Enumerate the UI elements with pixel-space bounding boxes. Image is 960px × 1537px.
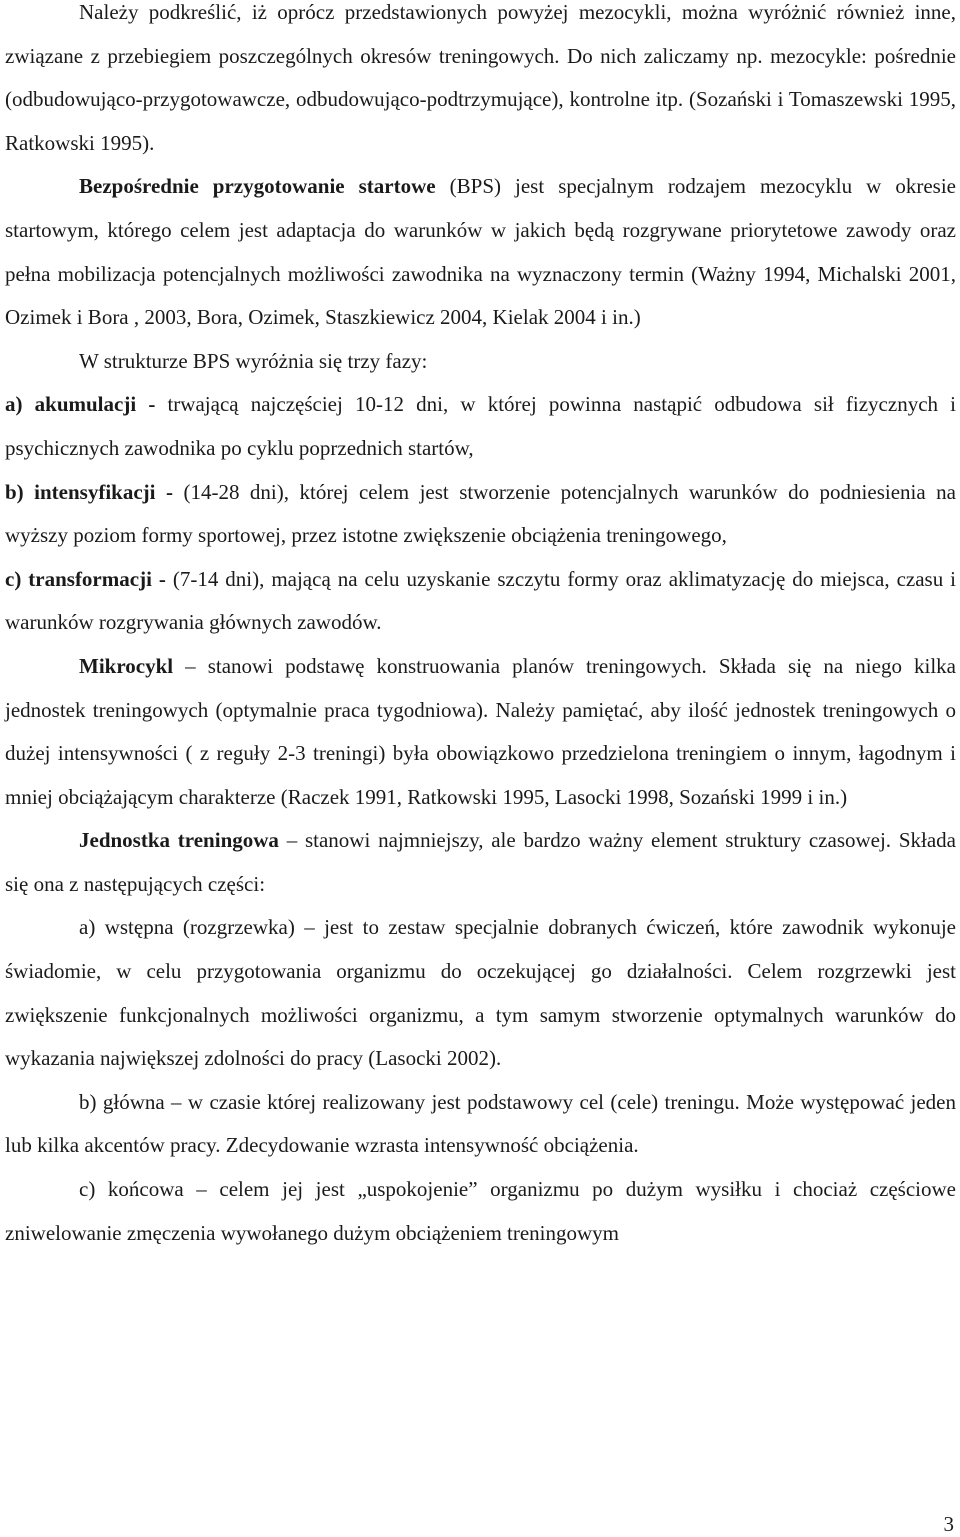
text-run: trwającą najczęściej 10-12 dni, w której powinna nastąpić odbudowa sił fizycznych i psychicznych zawodnika po cyklu poprzednich startów, (5, 392, 956, 460)
paragraph (5, 471, 956, 558)
paragraph (5, 558, 956, 645)
text-run: (7-14 dni), mającą na celu uzyskanie szczytu formy oraz aklimatyzację do miejsca, czasu i warunków rozgrywania głównych zawodów. (5, 566, 956, 635)
paragraph (5, 0, 956, 165)
paragraph (5, 1081, 956, 1168)
bold-term: Bezpośrednie przygotowanie startowe (79, 174, 436, 199)
paragraph (5, 383, 956, 470)
page-number: 3 (943, 1512, 954, 1536)
text-run: – stanowi podstawę konstruowania planów treningowych. Składa się na niego kilka jednostek treningowych (optymalnie praca tygodniowa). Należy pamiętać, aby ilość jednostek treningowych o dużej intensywności ( z reguły 2-3 treningi) była obowiązkowo przedzielona treningiem o innym, łagodnym i mniej obciążającym charakterze (Raczek 1991, Ratkowski 1995, Lasocki 1998, Sozański 1999 i in.) (5, 653, 956, 809)
body-text (5, 0, 956, 1255)
paragraph (5, 645, 956, 819)
text-run: W strukturze BPS wyróżnia się trzy fazy: (79, 348, 428, 373)
paragraph (5, 1168, 956, 1255)
text-run: Należy podkreślić, iż oprócz przedstawionych powyżej mezocykli, można wyróżnić również inne, związane z przebiegiem poszczególnych okresów treningowych. Do nich zaliczamy np. mezocykle: pośrednie (odbudowująco-przygotowawcze, odbudowująco-podtrzymujące), kontrolne itp. (Sozański i Tomaszewski 1995, Ratkowski 1995). (5, 0, 956, 155)
text-run: b) główna – w czasie której realizowany jest podstawowy cel (cele) treningu. Może występować jeden lub kilka akcentów pracy. Zdecydowanie wzrasta intensywność obciążenia. (5, 1089, 956, 1158)
text-run: (BPS) jest specjalnym rodzajem mezocyklu w okresie startowym, którego celem jest adaptacja do warunków w jakich będą rozgrywane priorytetowe zawody oraz pełna mobilizacja potencjalnych możliwości zawodnika na wyznaczony termin (Ważny 1994, Michalski 2001, Ozimek i Bora , 2003, Bora, Ozimek, Staszkiewicz 2004, Kielak 2004 i in.) (5, 174, 956, 330)
text-run: (14-28 dni), której celem jest stworzenie potencjalnych warunków do podniesienia na wyższy poziom formy sportowej, przez istotne zwiększenie obciążenia treningowego, (5, 479, 956, 548)
paragraph (5, 819, 956, 906)
bold-term: Jednostka treningowa (79, 828, 279, 853)
text-run: – stanowi najmniejszy, ale bardzo ważny element struktury czasowej. Składa się ona z następujących części: (5, 828, 956, 896)
paragraph (5, 165, 956, 339)
text-run: c) końcowa – celem jej jest „uspokojenie” organizmu po dużym wysiłku i chociaż częściowe zniwelowanie zmęczenia wywołanego dużym obciążeniem treningowym (5, 1177, 956, 1245)
paragraph (5, 340, 956, 384)
document-page (5, 0, 956, 1255)
bold-term: a) akumulacji - (5, 392, 168, 417)
bold-term: Mikrocykl (79, 653, 174, 678)
bold-term: b) intensyfikacji - (5, 479, 184, 504)
paragraph (5, 906, 956, 1080)
bold-term: c) transformacji - (5, 566, 173, 591)
text-run: a) wstępna (rozgrzewka) – jest to zestaw specjalnie dobranych ćwiczeń, które zawodnik wykonuje świadomie, w celu przygotowania organizmu do oczekującej go działalności. Celem rozgrzewki jest zwiększenie funkcjonalnych możliwości organizmu, a tym samym stworzenie optymalnych warunków do wykazania największej zdolności do pracy (Lasocki 2002). (5, 915, 956, 1071)
